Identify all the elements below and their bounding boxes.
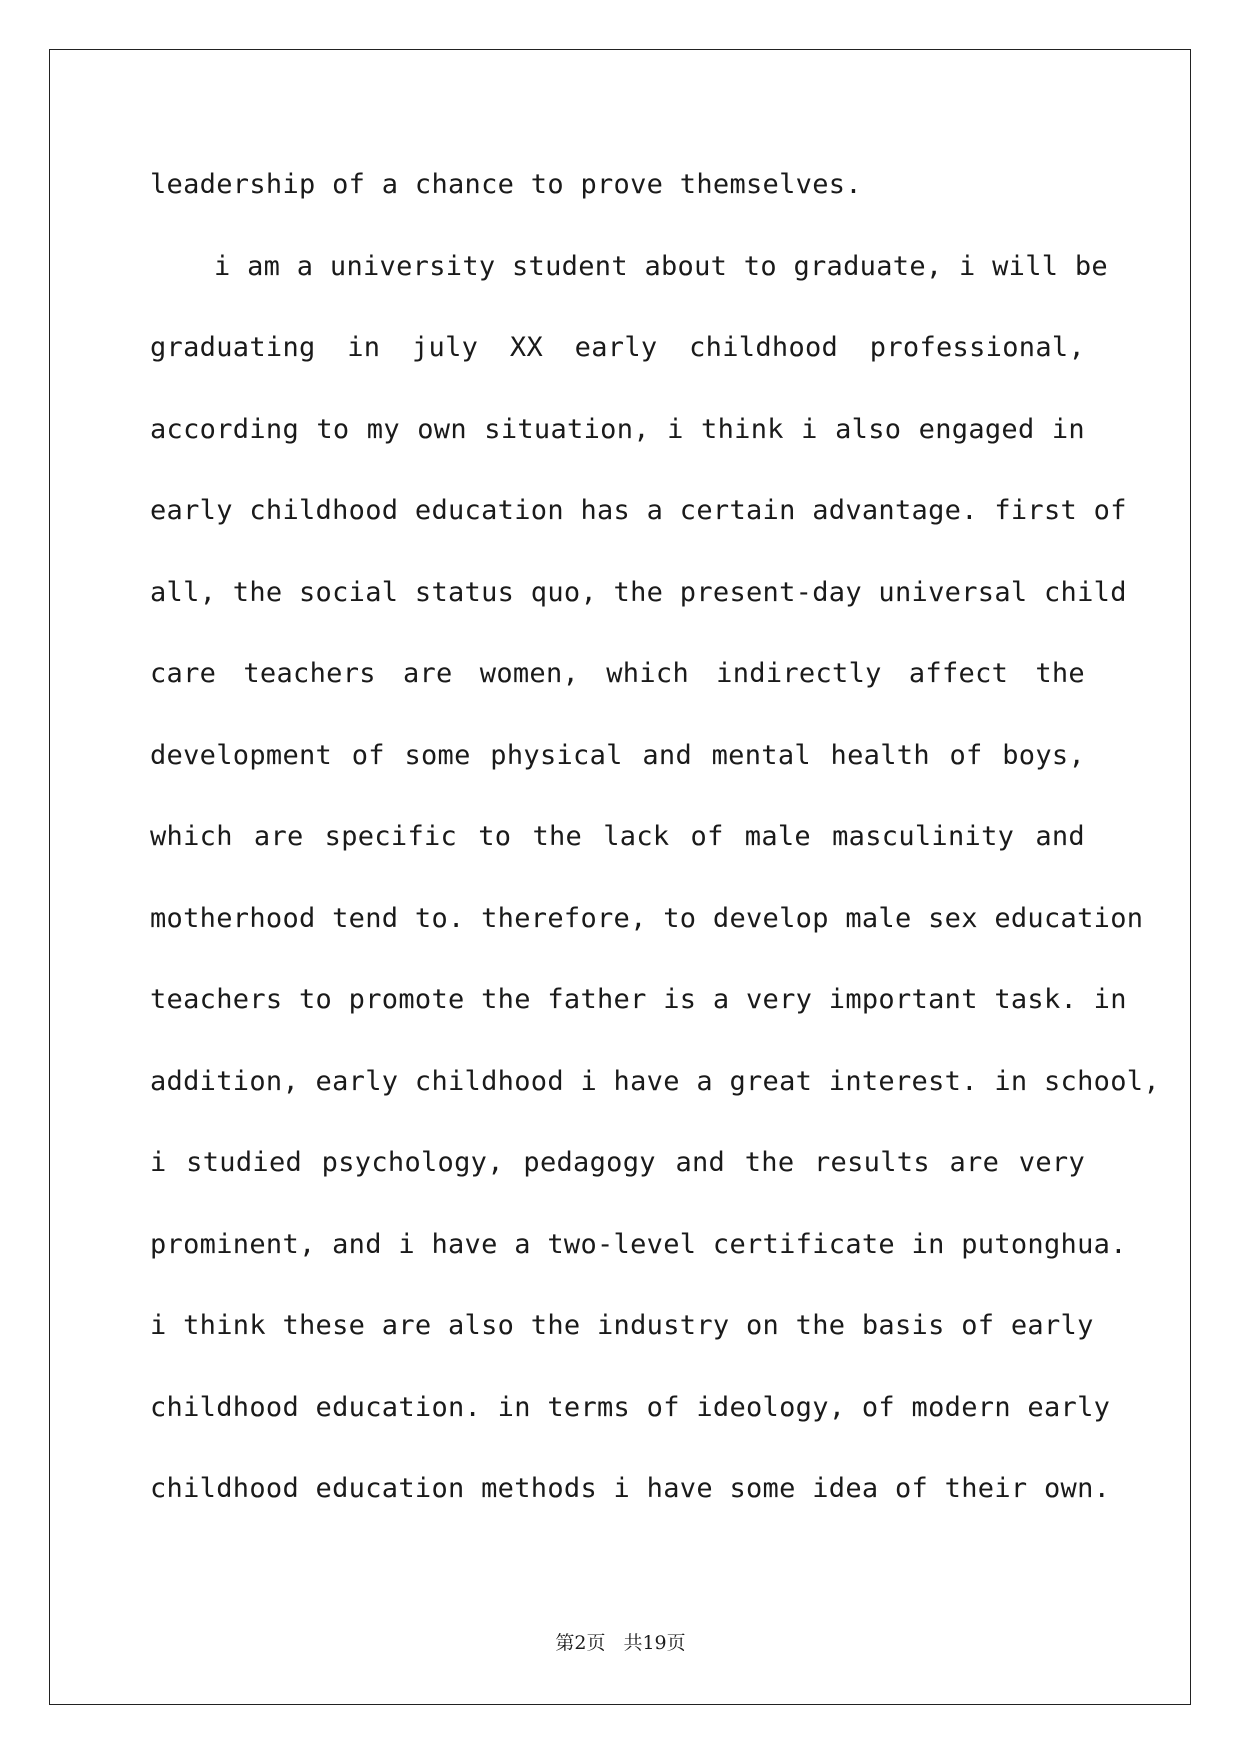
- text-line: which are specific to the lack of male masculinity and: [150, 821, 1085, 852]
- text-line: i am a university student about to graduate, i will be: [214, 250, 1108, 282]
- text-line: development of some physical and mental health of boys,: [150, 739, 1085, 771]
- document-body: [150, 166, 1160, 1552]
- text-line: according to my own situation, i think i also engaged in: [150, 413, 1085, 445]
- text-line: i think these are also the industry on the basis of early: [150, 1310, 1094, 1341]
- text-line: i studied psychology, pedagogy and the results are very: [150, 1147, 1085, 1178]
- text-line: graduating in july XX early childhood professional,: [150, 332, 1085, 363]
- text-line: childhood education. in terms of ideology, of modern early: [150, 1391, 1111, 1423]
- page-number: 第2页: [555, 1632, 606, 1654]
- text-line: care teachers are women, which indirectly affect the: [150, 658, 1085, 689]
- text-line: addition, early childhood i have a great interest. in school,: [150, 1065, 1160, 1097]
- text-line: teachers to promote the father is a very important task. in: [150, 984, 1127, 1015]
- text-line: childhood education methods i have some idea of their own.: [150, 1473, 1111, 1504]
- text-line: prominent, and i have a two-level certificate in putonghua.: [150, 1228, 1127, 1260]
- text-line: motherhood tend to. therefore, to develop male sex education: [150, 902, 1144, 934]
- text-line: leadership of a chance to prove themselves.: [150, 169, 862, 200]
- text-line: all, the social status quo, the present-day universal child: [150, 576, 1127, 608]
- text-line: early childhood education has a certain advantage. first of: [150, 495, 1127, 526]
- page-total: 共19页: [623, 1632, 686, 1654]
- page-footer: [0, 1628, 1241, 1655]
